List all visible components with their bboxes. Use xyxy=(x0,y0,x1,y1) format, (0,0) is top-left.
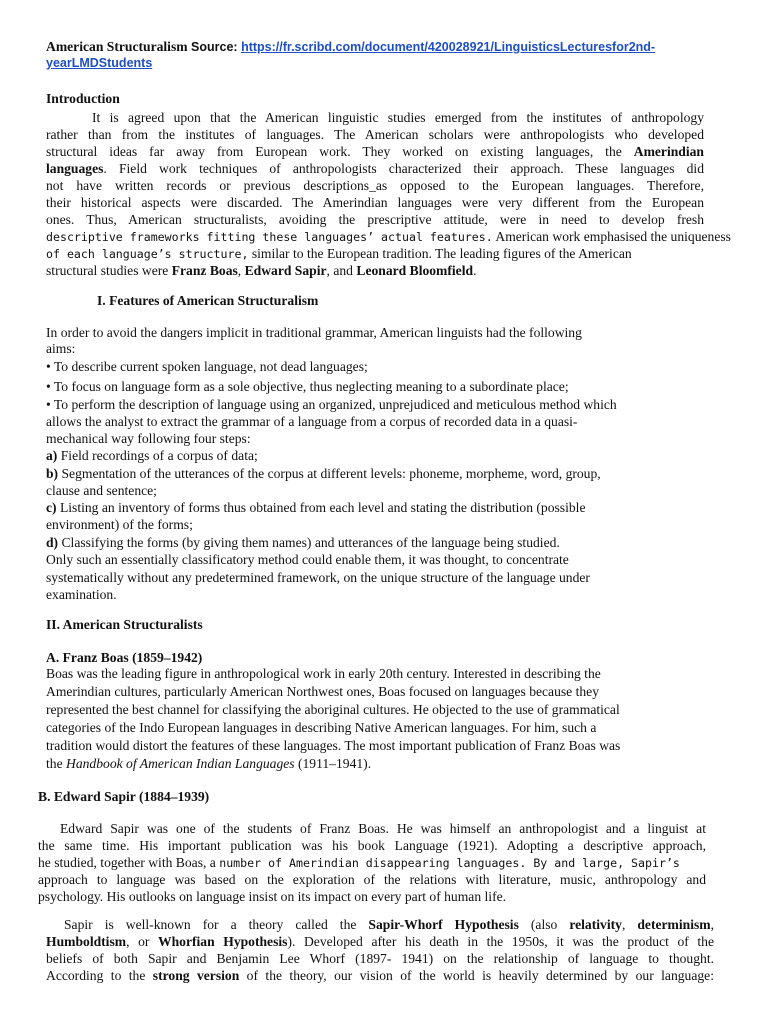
aim-item: • To perform the description of language using an organized, unprejudiced and meticulous method which xyxy=(46,397,617,412)
intro-line: structural studies were Franz Boas, Edward Sapir, and Leonard Bloomfield. xyxy=(46,263,477,278)
step-c: c) Listing an inventory of forms thus obtained from each level and stating the distribution (possible xyxy=(46,500,586,515)
sapir-line: the same time. His important publication was his book Language (1921). Adopting a descriptive approach, xyxy=(38,838,706,853)
sapir-line: approach to language was based on the exploration of the relations with literature, music, anthropology and xyxy=(38,872,706,887)
features-line: aims: xyxy=(46,341,76,356)
boas-line: represented the best channel for classifying the aboriginal cultures. He objected to the use of grammatical xyxy=(46,702,620,717)
boas-line: Amerindian cultures, particularly American Northwest ones, Boas focused on languages because they xyxy=(46,684,600,699)
sapir-line: he studied, together with Boas, a number of Amerindian disappearing languages. By and large, Sapir’s xyxy=(38,855,680,870)
intro-line: not have written records or previous descriptions_as opposed to the European languages. Therefore, xyxy=(46,178,704,193)
boas-heading: A. Franz Boas (1859–1942) xyxy=(46,650,203,665)
intro-heading: Introduction xyxy=(46,91,120,106)
intro-line: of each language’s structure, similar to the European tradition. The leading figures of the American xyxy=(46,246,632,261)
features-line: systematically without any predetermined framework, on the unique structure of the language under xyxy=(46,570,590,585)
intro-line: structural ideas far away from European work. They worked on existing languages, the Amerindian xyxy=(46,144,704,159)
features-line: mechanical way following four steps: xyxy=(46,431,251,446)
sapir-heading: B. Edward Sapir (1884–1939) xyxy=(38,789,210,804)
intro-line: ones. Thus, American structuralists, avoiding the prescriptive attitude, were in need to develop fresh xyxy=(46,212,704,227)
intro-line: It is agreed upon that the American linguistic studies emerged from the institutes of anthropology xyxy=(92,110,704,125)
features-line: In order to avoid the dangers implicit in traditional grammar, American linguists had the following xyxy=(46,325,582,340)
structuralists-heading: II. American Structuralists xyxy=(46,617,203,632)
sapir-whorf-line: Sapir is well-known for a theory called the Sapir-Whorf Hypothesis (also relativity, determinism, xyxy=(64,917,714,932)
intro-line: descriptive frameworks fitting these languages’ actual features. American work emphasised the uniqueness xyxy=(46,229,731,244)
sapir-line: Edward Sapir was one of the students of Franz Boas. He was himself an anthropologist and a linguist at xyxy=(60,821,706,836)
aim-item: • To describe current spoken language, not dead languages; xyxy=(46,359,368,374)
step-a: a) Field recordings of a corpus of data; xyxy=(46,448,258,463)
source-label: Source: xyxy=(187,40,242,54)
features-line: allows the analyst to extract the grammar of a language from a corpus of recorded data in a quasi- xyxy=(46,414,578,429)
document-title: American Structuralism xyxy=(46,39,188,54)
sapir-whorf-line: beliefs of both Sapir and Benjamin Lee Whorf (1897- 1941) on the relationship of language to thought. xyxy=(46,951,714,966)
sapir-line: psychology. His outlooks on language insist on its impact on every part of human life. xyxy=(38,889,507,904)
boas-line: Boas was the leading figure in anthropological work in early 20th century. Interested in describing the xyxy=(46,666,601,681)
step-c-cont: environment) of the forms; xyxy=(46,517,193,532)
intro-line: rather than from the institutes of languages. The American scholars were anthropologists who developed xyxy=(46,127,704,142)
source-link[interactable]: https://fr.scribd.com/document/420028921/LinguisticsLecturesfor2nd- xyxy=(241,40,656,54)
intro-line: their historical aspects were discarded. The Amerindian languages were very different from the European xyxy=(46,195,704,210)
features-line: examination. xyxy=(46,587,117,602)
boas-line: the Handbook of American Indian Languages (1911–1941). xyxy=(46,756,372,771)
features-heading: I. Features of American Structuralism xyxy=(97,293,319,308)
sapir-whorf-line: According to the strong version of the theory, our vision of the world is heavily determined by our language: xyxy=(46,968,714,983)
aim-item: • To focus on language form as a sole objective, thus neglecting meaning to a subordinate place; xyxy=(46,379,569,394)
features-line: Only such an essentially classificatory method could enable them, it was thought, to concentrate xyxy=(46,552,569,567)
intro-line: languages. Field work techniques of anthropologists characterized their approach. These languages did xyxy=(46,161,704,176)
boas-line: categories of the Indo European languages in describing Native American languages. For him, such a xyxy=(46,720,597,735)
source-link-continued[interactable]: yearLMDStudents xyxy=(46,56,153,70)
step-d: d) Classifying the forms (by giving them names) and utterances of the language being studied. xyxy=(46,535,560,550)
step-b-cont: clause and sentence; xyxy=(46,483,157,498)
boas-line: tradition would distort the features of these languages. The most important publication of Franz Boas was xyxy=(46,738,621,753)
sapir-whorf-line: Humboldtism, or Whorfian Hypothesis). Developed after his death in the 1950s, it was the product of the xyxy=(46,934,715,949)
step-b: b) Segmentation of the utterances of the corpus at different levels: phoneme, morpheme, word, group, xyxy=(46,466,601,481)
